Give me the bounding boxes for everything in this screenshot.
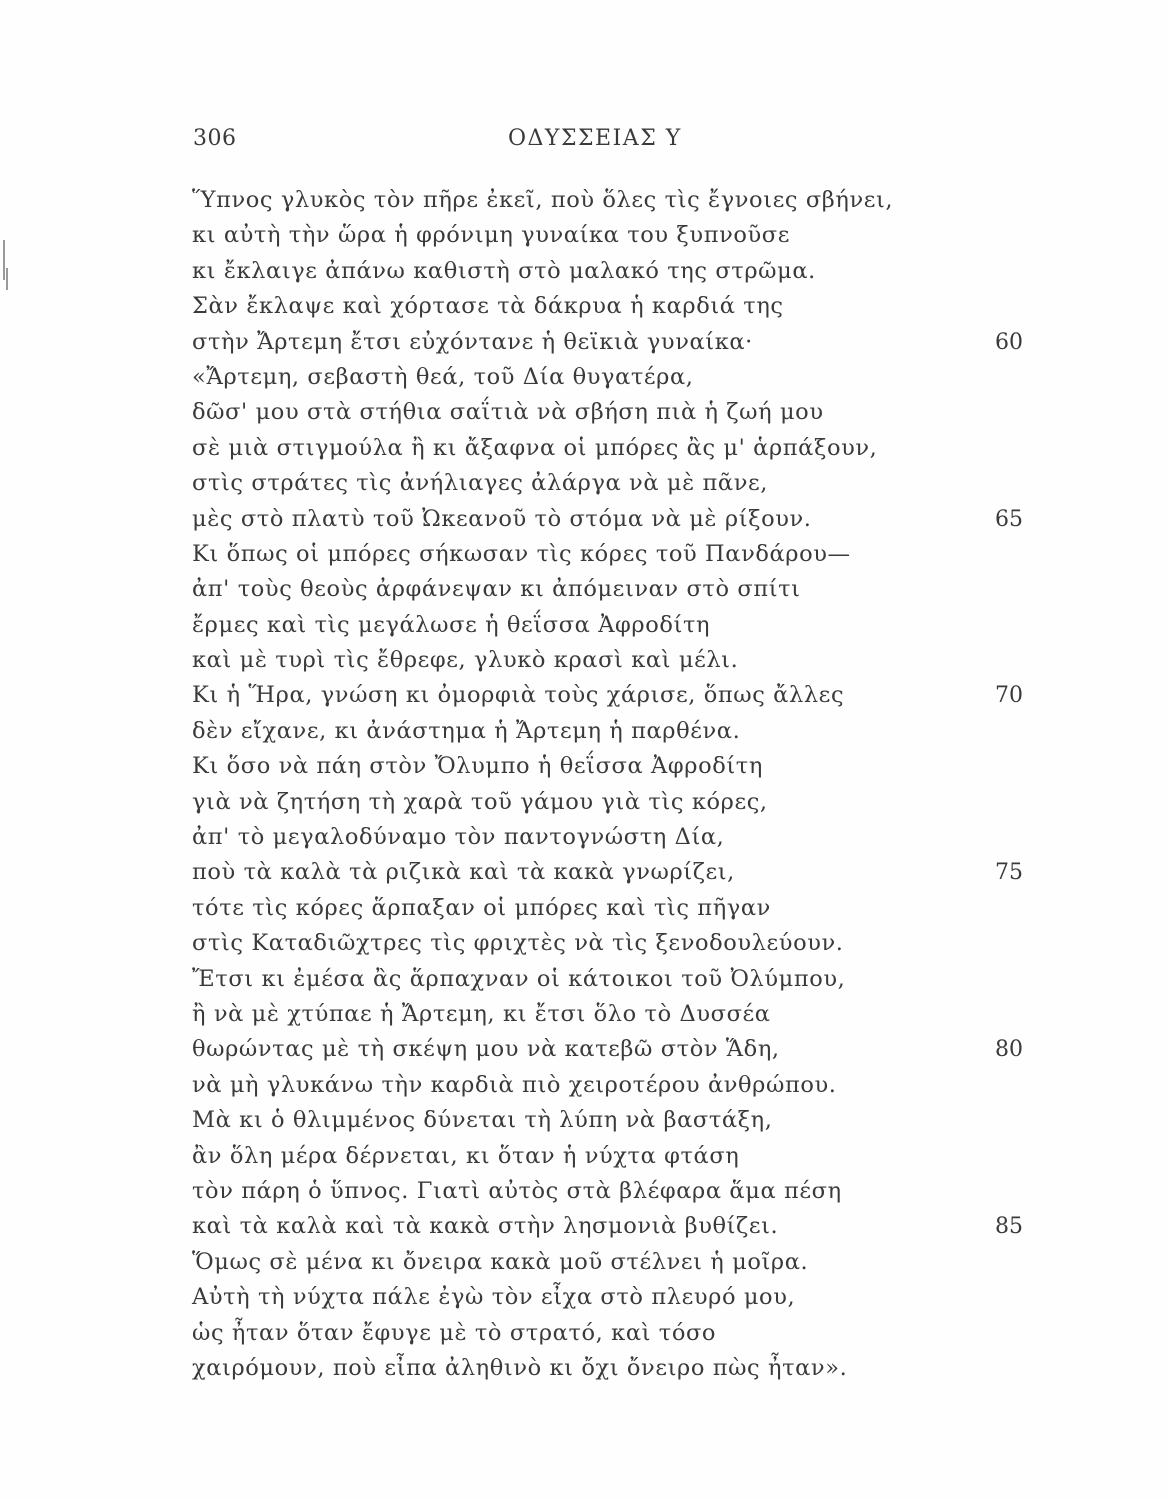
verse-line [192, 1209, 1052, 1244]
scan-artifact [3, 240, 5, 280]
verse-line [192, 431, 1052, 466]
verse-text: δὲν εἴχανε, κι ἀνάστημα ἡ Ἄρτεμη ἡ παρθένα. [192, 717, 741, 744]
verse-line [192, 572, 1052, 607]
verse-text: Κι ἡ Ἥρα, γνώση κι ὀμορφιὰ τοὺς χάρισε, ὅπως ἄλλες [192, 682, 845, 709]
verse-line [192, 1103, 1052, 1138]
line-number: 75 [995, 860, 1023, 886]
page-number: 306 [193, 126, 237, 151]
verse-text: ἔρμες καὶ τὶς μεγάλωσε ἡ θεΐσσα Ἀφροδίτη [192, 611, 711, 638]
verse-text: στὴν Ἄρτεμη ἔτσι εὐχόντανε ἡ θεϊκιὰ γυναίκα· [192, 328, 753, 355]
verse-text: Κι ὅπως οἱ μπόρες σήκωσαν τὶς κόρες τοῦ Πανδάρου— [192, 540, 851, 567]
verse-text: Κι ὅσο νὰ πάη στὸν Ὄλυμπο ἡ θεΐσσα Ἀφροδίτη [192, 753, 763, 780]
verse-text: Σὰν ἔκλαψε καὶ χόρτασε τὰ δάκρυα ἡ καρδιά της [192, 293, 784, 320]
verse-line [192, 254, 1052, 289]
verse-line [192, 749, 1052, 784]
verse-line [192, 1245, 1052, 1280]
verse-text: θωρώντας μὲ τὴ σκέψη μου νὰ κατεβῶ στὸν Ἅδη, [192, 1036, 780, 1063]
verse-text: δῶσ' μου στὰ στήθια σαΐτιὰ νὰ σβήση πιὰ ἡ ζωή μου [192, 399, 824, 426]
verse-line [192, 926, 1052, 961]
verse-line [192, 820, 1052, 855]
verse-line [192, 502, 1052, 537]
verse-line [192, 785, 1052, 820]
line-number: 60 [995, 329, 1023, 355]
line-number: 70 [995, 683, 1023, 709]
verse-line [192, 1174, 1052, 1209]
line-number: 85 [995, 1214, 1023, 1240]
verse-line [192, 537, 1052, 572]
verse-line [192, 218, 1052, 253]
verse-line [192, 1032, 1052, 1067]
verse-text: στὶς στράτες τὶς ἀνήλιαγες ἀλάργα νὰ μὲ πᾶνε, [192, 470, 768, 497]
verse-text: ὡς ἦταν ὅταν ἔφυγε μὲ τὸ στρατό, καὶ τόσο [192, 1319, 717, 1346]
verse-line [192, 714, 1052, 749]
verse-text: ἀπ' τοὺς θεοὺς ἀρφάνεψαν κι ἀπόμειναν στὸ σπίτι [192, 576, 801, 603]
verse-line [192, 1351, 1052, 1386]
verse-line [192, 1316, 1052, 1351]
verse-line [192, 608, 1052, 643]
verse-line [192, 466, 1052, 501]
verse-text: τότε τὶς κόρες ἅρπαξαν οἱ μπόρες καὶ τὶς πῆγαν [192, 894, 771, 921]
verse-text: κι αὐτὴ τὴν ὥρα ἡ φρόνιμη γυναίκα του ξυπνοῦσε [192, 222, 791, 249]
verse-text: μὲς στὸ πλατὺ τοῦ Ὠκεανοῦ τὸ στόμα νὰ μὲ ρίξουν. [192, 505, 812, 532]
verse-text: ἂν ὅλη μέρα δέρνεται, κι ὅταν ἡ νύχτα φτάση [192, 1142, 740, 1169]
verse-text: ποὺ τὰ καλὰ τὰ ριζικὰ καὶ τὰ κακὰ γνωρίζει, [192, 859, 735, 886]
verse-text: καὶ μὲ τυρὶ τὶς ἔθρεφε, γλυκὸ κρασὶ καὶ μέλι. [192, 647, 739, 674]
verse-line [192, 395, 1052, 430]
verse-line [192, 643, 1052, 678]
verse-text: κι ἔκλαιγε ἀπάνω καθιστὴ στὸ μαλακό της στρῶμα. [192, 257, 816, 284]
verse-block [192, 183, 1052, 1386]
verse-text: στὶς Καταδιῶχτρες τὶς φριχτὲς νὰ τὶς ξενοδουλεύουν. [192, 930, 844, 957]
verse-text: ἢ νὰ μὲ χτύπαε ἡ Ἄρτεμη, κι ἔτσι ὅλο τὸ Δυσσέα [192, 1000, 771, 1027]
verse-line [192, 183, 1052, 218]
verse-line [192, 325, 1052, 360]
verse-line [192, 997, 1052, 1032]
verse-text: γιὰ νὰ ζητήση τὴ χαρὰ τοῦ γάμου γιὰ τὶς κόρες, [192, 788, 768, 815]
running-head: ΟΔΥΣΣΕΙΑΣ Υ [508, 126, 682, 151]
scan-artifact [6, 268, 8, 290]
line-number: 80 [995, 1037, 1023, 1063]
verse-text: χαιρόμουν, ποὺ εἶπα ἀληθινὸ κι ὄχι ὄνειρο πὼς ἦταν». [192, 1354, 848, 1381]
verse-line [192, 1139, 1052, 1174]
verse-text: καὶ τὰ καλὰ καὶ τὰ κακὰ στὴν λησμονιὰ βυθίζει. [192, 1213, 779, 1240]
verse-text: Αὐτὴ τὴ νύχτα πάλε ἐγὼ τὸν εἶχα στὸ πλευρό μου, [192, 1284, 796, 1311]
verse-line [192, 360, 1052, 395]
verse-text: νὰ μὴ γλυκάνω τὴν καρδιὰ πιὸ χειροτέρου ἀνθρώπου. [192, 1071, 837, 1098]
verse-line [192, 1068, 1052, 1103]
verse-line [192, 678, 1052, 713]
verse-text: Ὕπνος γλυκὸς τὸν πῆρε ἐκεῖ, ποὺ ὅλες τὶς ἔγνοιες σβήνει, [192, 187, 894, 213]
verse-line [192, 962, 1052, 997]
verse-line [192, 855, 1052, 890]
line-number: 65 [995, 506, 1023, 532]
verse-text: τὸν πάρη ὁ ὕπνος. Γιατὶ αὐτὸς στὰ βλέφαρα ἅμα πέση [192, 1177, 842, 1204]
verse-text: ἀπ' τὸ μεγαλοδύναμο τὸν παντογνώστη Δία, [192, 824, 725, 851]
verse-text: σὲ μιὰ στιγμούλα ἢ κι ἄξαφνα οἱ μπόρες ἂς μ' ἁρπάξουν, [192, 434, 878, 461]
verse-text: Ὅμως σὲ μένα κι ὄνειρα κακὰ μοῦ στέλνει ἡ μοῖρα. [192, 1248, 809, 1275]
verse-text: Μὰ κι ὁ θλιμμένος δύνεται τὴ λύπη νὰ βαστάξη, [192, 1107, 773, 1134]
verse-text: «Ἄρτεμη, σεβαστὴ θεά, τοῦ Δία θυγατέρα, [192, 363, 694, 390]
verse-line [192, 891, 1052, 926]
verse-line [192, 289, 1052, 324]
verse-line [192, 1280, 1052, 1315]
verse-text: Ἔτσι κι ἐμέσα ἂς ἅρπαχναν οἱ κάτοικοι τοῦ Ὀλύμπου, [192, 965, 846, 992]
